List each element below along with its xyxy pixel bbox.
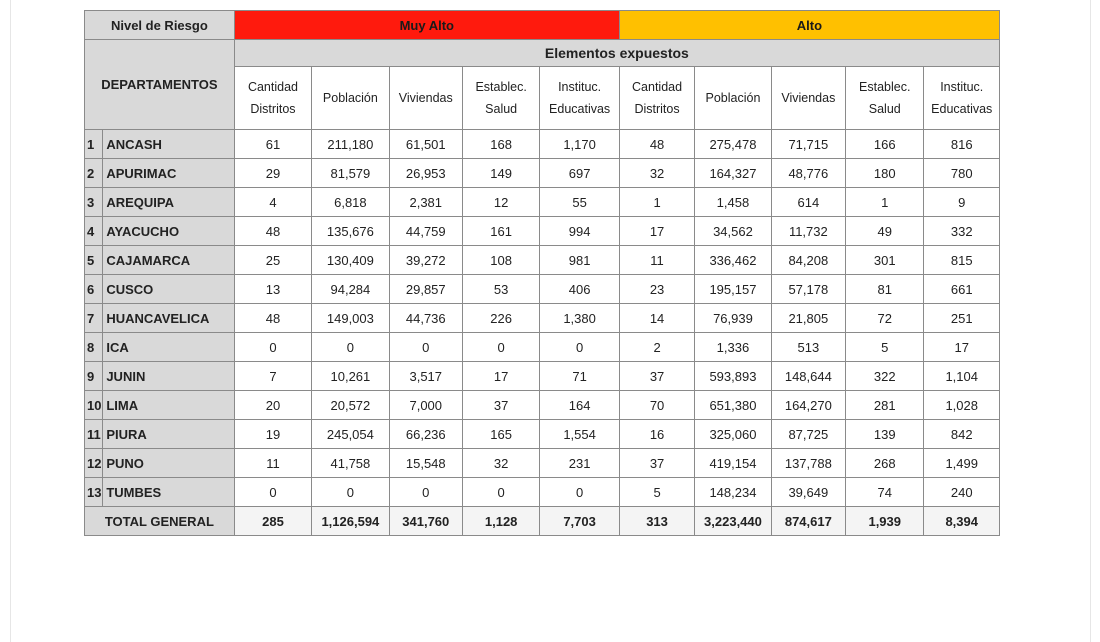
value-cell: 322 <box>846 362 924 391</box>
value-cell: 32 <box>462 449 539 478</box>
value-cell: 7,000 <box>389 391 462 420</box>
column-header <box>619 67 694 130</box>
value-cell: 94,284 <box>312 275 389 304</box>
value-cell: 20 <box>234 391 311 420</box>
column-header-line: Población <box>705 91 761 105</box>
value-cell: 4 <box>234 188 311 217</box>
column-header <box>846 67 924 130</box>
value-cell: 137,788 <box>771 449 845 478</box>
value-cell: 37 <box>462 391 539 420</box>
row-number: 7 <box>85 304 103 333</box>
value-cell: 166 <box>846 130 924 159</box>
table-row <box>85 130 1000 159</box>
row-number: 4 <box>85 217 103 246</box>
value-cell: 10,261 <box>312 362 389 391</box>
row-number: 10 <box>85 391 103 420</box>
value-cell: 32 <box>619 159 694 188</box>
value-cell: 332 <box>924 217 1000 246</box>
row-number: 2 <box>85 159 103 188</box>
column-header <box>540 67 620 130</box>
value-cell: 661 <box>924 275 1000 304</box>
value-cell: 513 <box>771 333 845 362</box>
value-cell: 74 <box>846 478 924 507</box>
value-cell: 301 <box>846 246 924 275</box>
value-cell: 780 <box>924 159 1000 188</box>
value-cell: 0 <box>389 478 462 507</box>
value-cell: 1,170 <box>540 130 620 159</box>
value-cell: 70 <box>619 391 694 420</box>
value-cell: 66,236 <box>389 420 462 449</box>
total-value: 1,939 <box>846 507 924 536</box>
value-cell: 149 <box>462 159 539 188</box>
department-name: PUNO <box>103 449 234 478</box>
column-header-line: Distritos <box>250 102 296 116</box>
row-number: 6 <box>85 275 103 304</box>
total-value: 1,128 <box>462 507 539 536</box>
department-name: TUMBES <box>103 478 234 507</box>
value-cell: 16 <box>619 420 694 449</box>
value-cell: 211,180 <box>312 130 389 159</box>
row-number: 13 <box>85 478 103 507</box>
column-header <box>234 67 311 130</box>
value-cell: 164,270 <box>771 391 845 420</box>
value-cell: 0 <box>540 333 620 362</box>
value-cell: 15,548 <box>389 449 462 478</box>
column-header-line: Educativas <box>931 102 993 116</box>
value-cell: 130,409 <box>312 246 389 275</box>
total-value: 285 <box>234 507 311 536</box>
row-number: 1 <box>85 130 103 159</box>
value-cell: 251 <box>924 304 1000 333</box>
value-cell: 2,381 <box>389 188 462 217</box>
column-header-line: Población <box>322 91 378 105</box>
value-cell: 84,208 <box>771 246 845 275</box>
column-header-line: Educativas <box>549 102 611 116</box>
value-cell: 20,572 <box>312 391 389 420</box>
column-header <box>389 67 462 130</box>
value-cell: 0 <box>312 478 389 507</box>
row-number: 3 <box>85 188 103 217</box>
value-cell: 1,458 <box>695 188 771 217</box>
value-cell: 0 <box>462 333 539 362</box>
column-header-line: Cantidad <box>632 80 683 94</box>
table-row <box>85 420 1000 449</box>
column-header-line: Viviendas <box>398 91 453 105</box>
value-cell: 148,644 <box>771 362 845 391</box>
value-cell: 17 <box>462 362 539 391</box>
alto-header: Alto <box>619 11 999 40</box>
value-cell: 11,732 <box>771 217 845 246</box>
value-cell: 981 <box>540 246 620 275</box>
value-cell: 0 <box>540 478 620 507</box>
value-cell: 5 <box>619 478 694 507</box>
value-cell: 48 <box>234 304 311 333</box>
value-cell: 72 <box>846 304 924 333</box>
table-body <box>85 11 1000 536</box>
value-cell: 2 <box>619 333 694 362</box>
column-header-line: Cantidad <box>247 80 298 94</box>
nivel-riesgo-header: Nivel de Riesgo <box>85 11 235 40</box>
value-cell: 14 <box>619 304 694 333</box>
value-cell: 108 <box>462 246 539 275</box>
value-cell: 6,818 <box>312 188 389 217</box>
table-row <box>85 217 1000 246</box>
value-cell: 41,758 <box>312 449 389 478</box>
column-header-line: Instituc. <box>940 80 984 94</box>
column-header-line: Establec. <box>859 80 911 94</box>
value-cell: 25 <box>234 246 311 275</box>
value-cell: 149,003 <box>312 304 389 333</box>
value-cell: 81,579 <box>312 159 389 188</box>
value-cell: 0 <box>462 478 539 507</box>
value-cell: 76,939 <box>695 304 771 333</box>
department-name: HUANCAVELICA <box>103 304 234 333</box>
department-name: ANCASH <box>103 130 234 159</box>
value-cell: 139 <box>846 420 924 449</box>
value-cell: 13 <box>234 275 311 304</box>
value-cell: 336,462 <box>695 246 771 275</box>
value-cell: 994 <box>540 217 620 246</box>
table-row <box>85 333 1000 362</box>
value-cell: 39,649 <box>771 478 845 507</box>
value-cell: 419,154 <box>695 449 771 478</box>
column-header-line: Viviendas <box>781 91 836 105</box>
department-name: CUSCO <box>103 275 234 304</box>
departamentos-header: DEPARTAMENTOS <box>85 40 235 130</box>
value-cell: 71 <box>540 362 620 391</box>
value-cell: 816 <box>924 130 1000 159</box>
left-frame-line <box>10 0 11 642</box>
value-cell: 17 <box>924 333 1000 362</box>
value-cell: 48,776 <box>771 159 845 188</box>
value-cell: 44,736 <box>389 304 462 333</box>
table-row <box>85 304 1000 333</box>
value-cell: 1,380 <box>540 304 620 333</box>
value-cell: 614 <box>771 188 845 217</box>
elementos-row <box>85 40 1000 67</box>
column-header <box>771 67 845 130</box>
value-cell: 44,759 <box>389 217 462 246</box>
value-cell: 21,805 <box>771 304 845 333</box>
value-cell: 29 <box>234 159 311 188</box>
value-cell: 37 <box>619 362 694 391</box>
risk-level-row <box>85 11 1000 40</box>
value-cell: 226 <box>462 304 539 333</box>
value-cell: 0 <box>234 478 311 507</box>
value-cell: 268 <box>846 449 924 478</box>
department-name: APURIMAC <box>103 159 234 188</box>
row-number: 5 <box>85 246 103 275</box>
total-value: 1,126,594 <box>312 507 389 536</box>
value-cell: 0 <box>389 333 462 362</box>
table-row <box>85 188 1000 217</box>
column-header-line: Salud <box>485 102 518 116</box>
value-cell: 81 <box>846 275 924 304</box>
value-cell: 71,715 <box>771 130 845 159</box>
value-cell: 161 <box>462 217 539 246</box>
value-cell: 148,234 <box>695 478 771 507</box>
department-name: CAJAMARCA <box>103 246 234 275</box>
department-name: ICA <box>103 333 234 362</box>
value-cell: 593,893 <box>695 362 771 391</box>
row-number: 12 <box>85 449 103 478</box>
value-cell: 61,501 <box>389 130 462 159</box>
value-cell: 406 <box>540 275 620 304</box>
value-cell: 164 <box>540 391 620 420</box>
value-cell: 61 <box>234 130 311 159</box>
value-cell: 180 <box>846 159 924 188</box>
total-label: TOTAL GENERAL <box>85 507 235 536</box>
row-number: 8 <box>85 333 103 362</box>
value-cell: 1 <box>846 188 924 217</box>
value-cell: 325,060 <box>695 420 771 449</box>
value-cell: 1,104 <box>924 362 1000 391</box>
value-cell: 12 <box>462 188 539 217</box>
value-cell: 7 <box>234 362 311 391</box>
column-header-line: Instituc. <box>558 80 602 94</box>
value-cell: 19 <box>234 420 311 449</box>
value-cell: 0 <box>312 333 389 362</box>
value-cell: 168 <box>462 130 539 159</box>
value-cell: 9 <box>924 188 1000 217</box>
department-name: PIURA <box>103 420 234 449</box>
table-row <box>85 246 1000 275</box>
value-cell: 49 <box>846 217 924 246</box>
value-cell: 48 <box>234 217 311 246</box>
value-cell: 87,725 <box>771 420 845 449</box>
value-cell: 11 <box>619 246 694 275</box>
right-frame-line <box>1090 0 1091 642</box>
value-cell: 165 <box>462 420 539 449</box>
value-cell: 34,562 <box>695 217 771 246</box>
column-header-line: Salud <box>868 102 901 116</box>
value-cell: 1,554 <box>540 420 620 449</box>
table-row <box>85 391 1000 420</box>
value-cell: 0 <box>234 333 311 362</box>
value-cell: 164,327 <box>695 159 771 188</box>
table-row <box>85 362 1000 391</box>
total-value: 341,760 <box>389 507 462 536</box>
column-header <box>462 67 539 130</box>
column-header <box>312 67 389 130</box>
value-cell: 1,336 <box>695 333 771 362</box>
value-cell: 240 <box>924 478 1000 507</box>
value-cell: 11 <box>234 449 311 478</box>
total-value: 7,703 <box>540 507 620 536</box>
total-value: 8,394 <box>924 507 1000 536</box>
column-header <box>924 67 1000 130</box>
value-cell: 3,517 <box>389 362 462 391</box>
value-cell: 1,028 <box>924 391 1000 420</box>
value-cell: 697 <box>540 159 620 188</box>
value-cell: 26,953 <box>389 159 462 188</box>
table-row <box>85 159 1000 188</box>
value-cell: 651,380 <box>695 391 771 420</box>
column-header <box>695 67 771 130</box>
total-value: 874,617 <box>771 507 845 536</box>
total-value: 313 <box>619 507 694 536</box>
value-cell: 23 <box>619 275 694 304</box>
value-cell: 37 <box>619 449 694 478</box>
department-name: AREQUIPA <box>103 188 234 217</box>
department-name: AYACUCHO <box>103 217 234 246</box>
value-cell: 48 <box>619 130 694 159</box>
total-value: 3,223,440 <box>695 507 771 536</box>
value-cell: 1,499 <box>924 449 1000 478</box>
column-header-line: Establec. <box>475 80 527 94</box>
elementos-expuestos-header: Elementos expuestos <box>234 40 999 67</box>
table-row <box>85 478 1000 507</box>
value-cell: 1 <box>619 188 694 217</box>
department-name: LIMA <box>103 391 234 420</box>
value-cell: 815 <box>924 246 1000 275</box>
value-cell: 275,478 <box>695 130 771 159</box>
value-cell: 53 <box>462 275 539 304</box>
department-name: JUNIN <box>103 362 234 391</box>
row-number: 9 <box>85 362 103 391</box>
value-cell: 195,157 <box>695 275 771 304</box>
value-cell: 29,857 <box>389 275 462 304</box>
muy-alto-header: Muy Alto <box>234 11 619 40</box>
total-row <box>85 507 1000 536</box>
value-cell: 281 <box>846 391 924 420</box>
value-cell: 17 <box>619 217 694 246</box>
table-row <box>85 275 1000 304</box>
value-cell: 842 <box>924 420 1000 449</box>
value-cell: 245,054 <box>312 420 389 449</box>
value-cell: 135,676 <box>312 217 389 246</box>
column-header-line: Distritos <box>634 102 680 116</box>
row-number: 11 <box>85 420 103 449</box>
value-cell: 57,178 <box>771 275 845 304</box>
value-cell: 39,272 <box>389 246 462 275</box>
risk-table <box>84 10 1000 536</box>
value-cell: 5 <box>846 333 924 362</box>
value-cell: 55 <box>540 188 620 217</box>
table-row <box>85 449 1000 478</box>
value-cell: 231 <box>540 449 620 478</box>
